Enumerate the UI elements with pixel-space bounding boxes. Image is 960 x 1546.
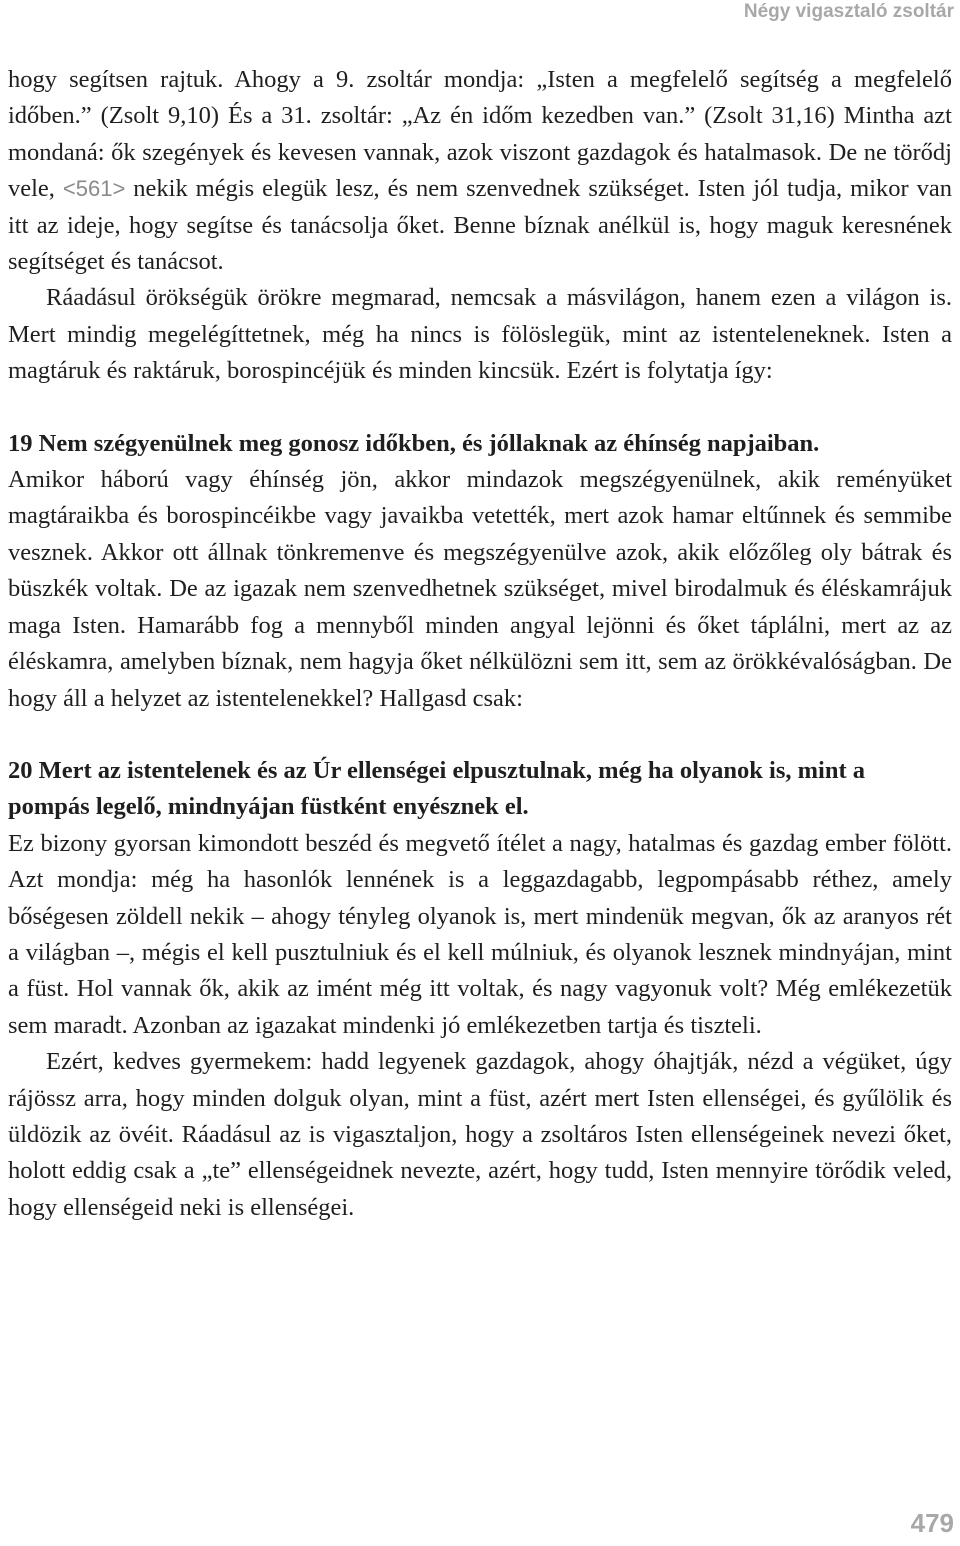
verse-20-heading: 20 Mert az istentelenek és az Úr ellenségei elpusztulnak, még ha olyanok is, mint a pompás legelő, mindnyájan füstként enyésznek el. xyxy=(8,756,865,821)
paragraph-1 xyxy=(8,62,952,280)
paragraph-1-text-a: hogy segítsen rajtuk. Ahogy a 9. zsoltár mondja: „Isten a megfelelő segítség a megfelelő időben.” (Zsolt 9,10) És a 31. zsoltár: „Az én időm kezedben van.” (Zsolt 31,16) Mintha azt mondaná: ők szegények és kevesen vannak, azok viszont gazdagok és hatalmasok. De ne törődj vele, xyxy=(8,66,952,203)
page-body xyxy=(8,62,952,1226)
paragraph-1-text-b: nekik mégis elegük lesz, és nem szenvednek szükséget. Isten jól tudja, mikor van itt az ideje, hogy segítse és tanácsolja őket. Benne bíznak anélkül is, hogy maguk keresnének segítséget és tanácsot. xyxy=(8,175,952,276)
paragraph-3: Amikor háború vagy éhínség jön, akkor mindazok megszégyenülnek, akik reményüket magtáraikba és borospincéikbe vagy javaikba vetették, mert azok hamar eltűnnek és semmibe vesznek. Akkor ott állnak tönkremenve és megszégyenülve azok, akik előzőleg oly bátrak és büszkék voltak. De az igazak nem szenvedhetnek szükséget, mivel birodalmuk és éléskamrájuk maga Isten. Hamarább fog a mennyből minden angyal lejönni és őket táplálni, mert az az éléskamra, amelyben bíznak, nem hagyja őket nélkülözni sem itt, sem az örökkévalóságban. De hogy áll a helyzet az istentelenekkel? Hallgasd csak: xyxy=(8,466,952,712)
paragraph-2: Ráadásul örökségük örökre megmarad, nemcsak a másvilágon, hanem ezen a világon is. Mert mindig megelégíttetnek, még ha nincs is fölöslegük, mint az istenteleneknek. Isten a magtáruk és raktáruk, borospincéjük és minden kincsük. Ezért is folytatja így: xyxy=(8,284,952,385)
page-marker: <561> xyxy=(62,176,126,202)
paragraph-4: Ez bizony gyorsan kimondott beszéd és megvető ítélet a nagy, hatalmas és gazdag ember fölött. Azt mondja: még ha hasonlók lennének is a leggazdagabb, legpompásabb réthez, amely bőségesen zöldell nekik – ahogy tényleg olyanok is, mert mindenük megvan, ők az aranyos rét a világban –, mégis el kell pusztulniuk és el kell múlniuk, és olyanok lesznek mindnyájan, mint a füst. Hol vannak ők, akik az imént még itt voltak, és nagy vagyonuk volt? Még emlékezetük sem maradt. Azonban az igazakat mindenki jó emlékezetben tartja és tiszteli. xyxy=(8,829,952,1039)
verse-19-heading: 19 Nem szégyenülnek meg gonosz időkben, és jóllaknak az éhínség napjaiban. xyxy=(8,429,820,457)
page-number: 479 xyxy=(910,1508,954,1538)
paragraph-5: Ezért, kedves gyermekem: hadd legyenek gazdagok, ahogy óhajtják, nézd a végüket, úgy rájössz arra, hogy minden dolguk olyan, mint a füst, azért mert Isten ellenségei, és gyűlölik és üldözik az övéit. Ráadásul az is vigasztaljon, hogy a zsoltáros Isten ellenségeinek nevezi őket, holott eddig csak a „te” ellenségeidnek nevezte, azért, hogy tudd, Isten mennyire törődik veled, hogy ellenségeid neki is ellenségei. xyxy=(8,1048,952,1221)
running-header-title: Négy vigasztaló zsoltár xyxy=(743,1,954,22)
